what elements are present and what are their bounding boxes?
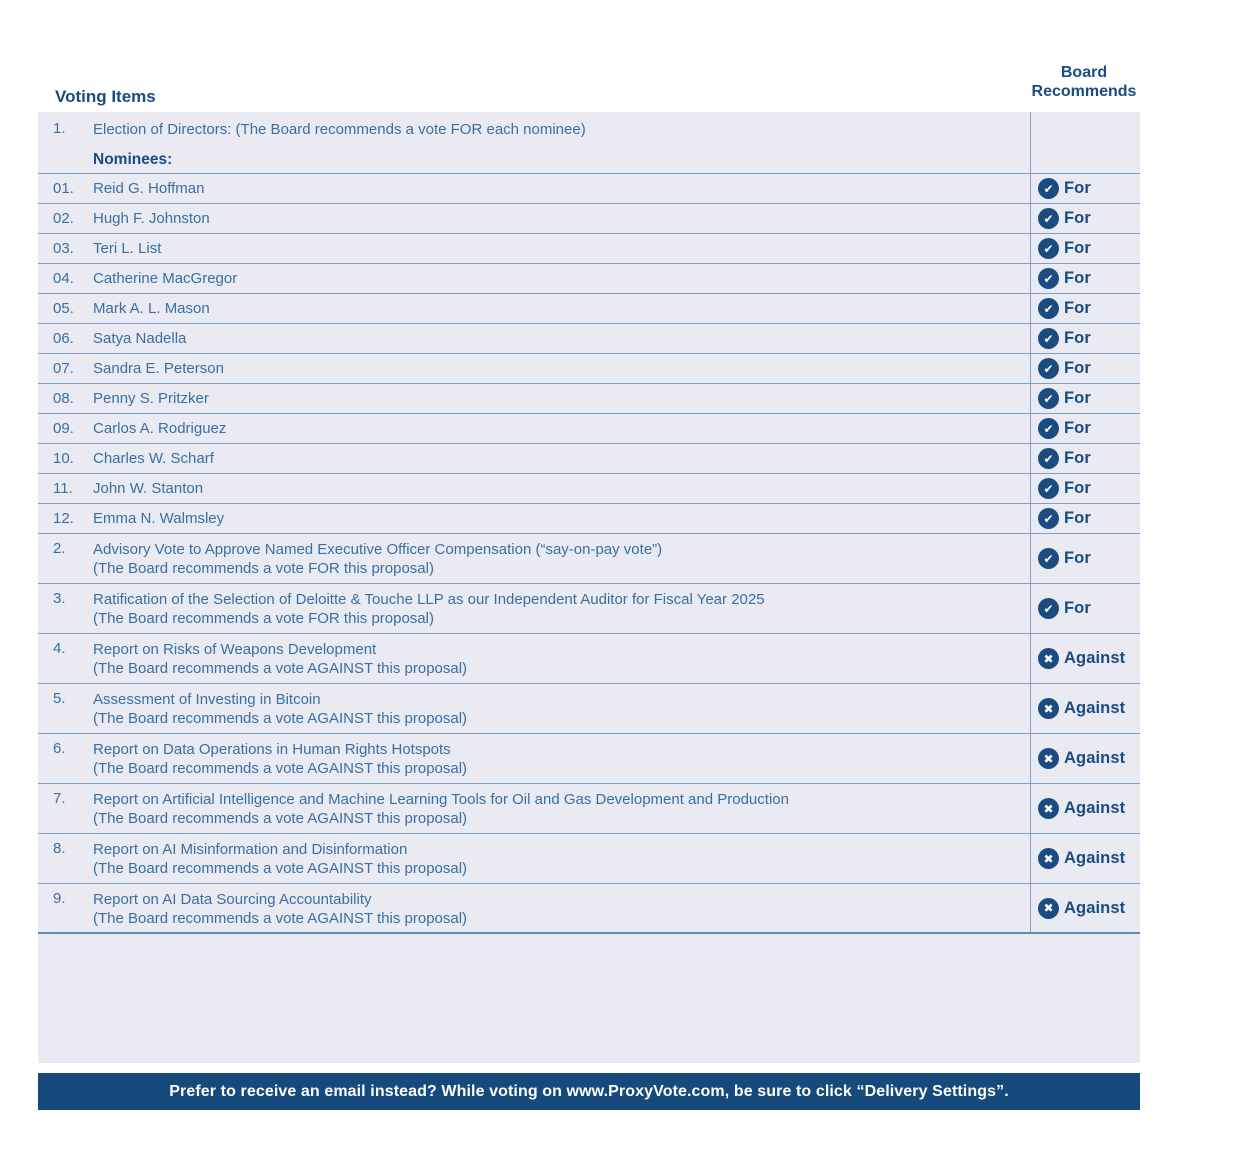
voting-item-cell (38, 264, 1030, 293)
item-number: 08. (53, 390, 74, 407)
item-text (93, 479, 1030, 498)
item-number: 06. (53, 330, 74, 347)
voting-item-cell (38, 504, 1030, 533)
table-row (38, 294, 1140, 324)
x-circle-icon: ✖ (1038, 648, 1059, 669)
voting-item-cell (38, 234, 1030, 263)
item-text (93, 209, 1030, 228)
nominees-heading: Nominees: (93, 151, 173, 168)
item-number: 10. (53, 450, 74, 467)
board-note: (The Board recommends a vote AGAINST this proposal) (93, 710, 468, 727)
x-circle-icon: ✖ (1038, 748, 1059, 769)
item-title: Election of Directors: (The Board recommends a vote FOR each nominee) (93, 121, 586, 138)
item-text (93, 269, 1030, 288)
item-text (93, 540, 1030, 583)
board-recommends-cell (1030, 534, 1140, 583)
delivery-settings-banner (38, 1073, 1140, 1110)
board-recommends-heading (1028, 63, 1140, 101)
item-number: 12. (53, 510, 74, 527)
check-circle-icon: ✔ (1038, 548, 1059, 569)
check-circle-icon: ✔ (1038, 208, 1059, 229)
item-title: Ratification of the Selection of Deloitte & Touche LLP as our Independent Auditor for Fiscal Year 2025 (93, 591, 765, 608)
item-number: 05. (53, 300, 74, 317)
recommendation-label: Against (1064, 749, 1126, 767)
table-empty-area (38, 934, 1140, 1071)
voting-item-cell (38, 534, 1030, 583)
item-text (93, 790, 1030, 833)
item-title: Report on Artificial Intelligence and Machine Learning Tools for Oil and Gas Development and Production (93, 791, 789, 808)
table-row (38, 884, 1140, 934)
check-circle-icon: ✔ (1038, 478, 1059, 499)
check-circle-icon: ✔ (1038, 358, 1059, 379)
voting-item-cell (38, 834, 1030, 883)
item-title: Catherine MacGregor (93, 270, 238, 287)
board-recommends-cell (1030, 294, 1140, 323)
item-number: 09. (53, 420, 74, 437)
delivery-settings-text: Prefer to receive an email instead? While voting on www.ProxyVote.com, be sure to click “Delivery Settings”. (169, 1082, 1009, 1100)
recommendation-label: Against (1064, 799, 1126, 817)
item-text (93, 239, 1030, 258)
check-circle-icon: ✔ (1038, 298, 1059, 319)
item-number: 2. (53, 540, 66, 557)
item-text (93, 359, 1030, 378)
item-title: Report on AI Data Sourcing Accountability (93, 891, 372, 908)
recommendation-label: For (1064, 269, 1091, 287)
board-note: (The Board recommends a vote FOR this proposal) (93, 610, 434, 627)
recommendation-label: For (1064, 299, 1091, 317)
table-row (38, 734, 1140, 784)
item-text (93, 329, 1030, 348)
table-row (38, 504, 1140, 534)
recommendation-label: For (1064, 419, 1091, 437)
board-recommends-cell (1030, 584, 1140, 633)
voting-item-cell (38, 584, 1030, 633)
item-number: 4. (53, 640, 66, 657)
table-row (38, 534, 1140, 584)
item-text (93, 179, 1030, 198)
board-recommends-cell (1030, 784, 1140, 833)
voting-item-cell (38, 324, 1030, 353)
voting-item-cell (38, 734, 1030, 783)
check-circle-icon: ✔ (1038, 418, 1059, 439)
board-note: (The Board recommends a vote AGAINST this proposal) (93, 910, 468, 927)
item-text (93, 449, 1030, 468)
board-recommends-cell (1030, 112, 1140, 173)
item-text (93, 509, 1030, 528)
table-row (38, 684, 1140, 734)
board-recommends-cell (1030, 504, 1140, 533)
item-text (93, 690, 1030, 733)
voting-item-cell (38, 294, 1030, 323)
item-title: Advisory Vote to Approve Named Executive Officer Compensation (“say-on-pay vote”) (93, 541, 663, 558)
item-title: Mark A. L. Mason (93, 300, 210, 317)
table-row (38, 784, 1140, 834)
item-number: 9. (53, 890, 66, 907)
board-recommends-cell (1030, 264, 1140, 293)
table-row (38, 384, 1140, 414)
check-circle-icon: ✔ (1038, 508, 1059, 529)
board-recommends-line2: Recommends (1031, 83, 1137, 100)
table-row (38, 834, 1140, 884)
table-row (38, 324, 1140, 354)
item-title: Carlos A. Rodriguez (93, 420, 227, 437)
item-title: John W. Stanton (93, 480, 204, 497)
item-title: Hugh F. Johnston (93, 210, 210, 227)
check-circle-icon: ✔ (1038, 178, 1059, 199)
item-text (93, 419, 1030, 438)
voting-item-cell (38, 384, 1030, 413)
item-number: 02. (53, 210, 74, 227)
table-row (38, 584, 1140, 634)
board-recommends-cell (1030, 734, 1140, 783)
voting-item-cell (38, 174, 1030, 203)
recommendation-label: For (1064, 549, 1091, 567)
voting-item-cell (38, 414, 1030, 443)
voting-item-cell (38, 784, 1030, 833)
recommendation-label: For (1064, 509, 1091, 527)
board-note: (The Board recommends a vote AGAINST this proposal) (93, 760, 468, 777)
board-recommends-cell (1030, 354, 1140, 383)
table-row (38, 204, 1140, 234)
table-row (38, 264, 1140, 294)
table-row (38, 174, 1140, 204)
table-row (38, 444, 1140, 474)
board-recommends-cell (1030, 324, 1140, 353)
voting-item-cell (38, 634, 1030, 683)
board-note: (The Board recommends a vote FOR this proposal) (93, 560, 434, 577)
x-circle-icon: ✖ (1038, 798, 1059, 819)
item-title: Report on AI Misinformation and Disinformation (93, 841, 408, 858)
board-recommends-cell (1030, 234, 1140, 263)
recommendation-label: For (1064, 389, 1091, 407)
item-text (93, 299, 1030, 318)
item-number: 07. (53, 360, 74, 377)
recommendation-label: Against (1064, 849, 1126, 867)
check-circle-icon: ✔ (1038, 268, 1059, 289)
voting-item-cell (38, 354, 1030, 383)
recommendation-label: Against (1064, 699, 1126, 717)
board-recommends-cell (1030, 474, 1140, 503)
check-circle-icon: ✔ (1038, 238, 1059, 259)
voting-item-cell (38, 884, 1030, 932)
item-number: 8. (53, 840, 66, 857)
item-title: Satya Nadella (93, 330, 187, 347)
voting-items-table (38, 112, 1140, 1063)
recommendation-label: For (1064, 239, 1091, 257)
board-recommends-cell (1030, 174, 1140, 203)
recommendation-label: For (1064, 179, 1091, 197)
recommendation-label: For (1064, 599, 1091, 617)
board-recommends-cell (1030, 444, 1140, 473)
item-number: 03. (53, 240, 74, 257)
item-title: Reid G. Hoffman (93, 180, 205, 197)
recommendation-label: Against (1064, 649, 1126, 667)
board-recommends-line1: Board (1060, 64, 1108, 81)
table-row (38, 634, 1140, 684)
recommendation-label: For (1064, 479, 1091, 497)
board-recommends-cell (1030, 204, 1140, 233)
recommendation-label: Against (1064, 898, 1126, 917)
board-recommends-cell (1030, 634, 1140, 683)
voting-item-cell (38, 474, 1030, 503)
item-title: Report on Data Operations in Human Rights Hotspots (93, 741, 451, 758)
item-title: Teri L. List (93, 240, 162, 257)
table-row (38, 234, 1140, 264)
x-circle-icon: ✖ (1038, 698, 1059, 719)
item-title: Assessment of Investing in Bitcoin (93, 691, 321, 708)
item-text (93, 840, 1030, 883)
voting-item-cell (38, 444, 1030, 473)
item-text (93, 740, 1030, 783)
board-note: (The Board recommends a vote AGAINST this proposal) (93, 810, 468, 827)
voting-items-heading: Voting Items (55, 87, 156, 106)
board-recommends-cell (1030, 884, 1140, 932)
item-title: Emma N. Walmsley (93, 510, 225, 527)
table-row (38, 414, 1140, 444)
board-note: (The Board recommends a vote AGAINST this proposal) (93, 860, 468, 877)
recommendation-label: For (1064, 359, 1091, 377)
item-title: Charles W. Scharf (93, 450, 214, 467)
table-row (38, 474, 1140, 504)
item-number: 11. (53, 480, 73, 497)
voting-table-rows (38, 112, 1140, 934)
item-number: 6. (53, 740, 66, 757)
recommendation-label: For (1064, 449, 1091, 467)
item-text (93, 120, 1030, 173)
board-recommends-cell (1030, 384, 1140, 413)
voting-item-cell (38, 204, 1030, 233)
item-title: Report on Risks of Weapons Development (93, 641, 377, 658)
table-row (38, 112, 1140, 174)
table-row (38, 354, 1140, 384)
check-circle-icon: ✔ (1038, 328, 1059, 349)
item-text (93, 389, 1030, 408)
item-text (93, 590, 1030, 633)
recommendation-label: For (1064, 329, 1091, 347)
board-recommends-cell (1030, 684, 1140, 733)
check-circle-icon: ✔ (1038, 598, 1059, 619)
check-circle-icon: ✔ (1038, 448, 1059, 469)
item-title: Penny S. Pritzker (93, 390, 209, 407)
item-number: 01. (53, 180, 74, 197)
board-recommends-cell (1030, 414, 1140, 443)
check-circle-icon: ✔ (1038, 388, 1059, 409)
item-title: Sandra E. Peterson (93, 360, 224, 377)
item-text (93, 890, 1030, 932)
voting-item-cell (38, 112, 1030, 173)
item-number: 04. (53, 270, 74, 287)
voting-item-cell (38, 684, 1030, 733)
x-circle-icon: ✖ (1038, 848, 1059, 869)
board-recommends-cell (1030, 834, 1140, 883)
recommendation-label: For (1064, 209, 1091, 227)
x-circle-icon: ✖ (1038, 898, 1059, 919)
item-number: 1. (53, 120, 66, 137)
board-note: (The Board recommends a vote AGAINST this proposal) (93, 660, 468, 677)
item-number: 3. (53, 590, 66, 607)
item-text (93, 640, 1030, 683)
item-number: 5. (53, 690, 66, 707)
item-number: 7. (53, 790, 66, 807)
